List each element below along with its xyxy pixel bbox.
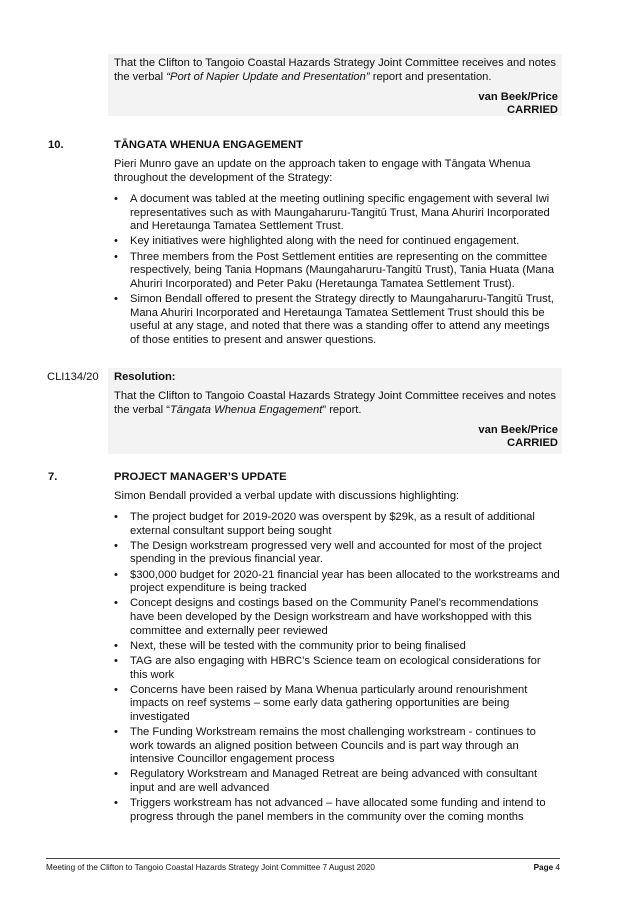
section-10-bullet-list [114,193,560,349]
bullet-icon: • [114,597,118,610]
bullet-icon: • [114,250,118,263]
bullet-icon: • [114,639,118,652]
section-10-number: 10. [48,139,64,151]
section-10-intro: Pieri Munro gave an update on the approach taken to engage with Tāngata Whenua throughout the development of the Strategy: [114,158,531,184]
resolution-code: CLI134/20 [47,371,99,383]
bullet-icon: • [114,511,118,523]
footer-meeting: Meeting of the Clifton to Tangoio Coastal Hazards Strategy Joint Committee 7 August 2020 [46,863,375,872]
bullet-icon: • [114,654,118,667]
bullet-icon: • [114,726,118,739]
footer-divider [46,858,560,859]
bullet-icon: • [114,292,118,305]
footer-page [534,863,560,872]
page-number: 4 [555,863,560,872]
section-7-intro: Simon Bendall provided a verbal update with discussions highlighting: [114,490,460,502]
section-7-title: PROJECT MANAGER’S UPDATE [114,471,287,483]
section-7-bullet-list [114,511,560,826]
bullet-icon: • [114,768,118,781]
resolution-label: Resolution: [114,371,176,383]
resolution-text: That the Clifton to Tangoio Coastal Hazards Strategy Joint Committee receives and notes the verbal “Tāngata Whenua Engagement” report. [114,390,556,416]
list-item: • Regulatory Workstream and Managed Retreat are being advanced with consultant input and are well advanced [114,768,538,795]
top-status: CARRIED [507,104,558,116]
list-item: • The Funding Workstream remains the most challenging workstream - continues to work towards an aligned position between Councils and is part way through an intensive Councillor engagement process [114,726,536,766]
bullet-icon: • [114,235,118,248]
page-label: Page [533,863,554,872]
list-item: • TAG are also engaging with HBRC’s Science team on ecological considerations for this work [114,654,541,681]
list-item: • Next, these will be tested with the community prior to being finalised [114,639,466,652]
list-item: • Concerns have been raised by Mana Whenua particularly around renourishment impacts on reef systems – some early data gathering opportunities are being investigated [114,683,528,723]
bullet-icon: • [114,568,118,581]
bullet-icon: • [114,539,118,552]
bullet-icon: • [114,193,118,205]
list-item: • The Design workstream progressed very well and accounted for most of the project spending in the previous financial year. [114,539,542,566]
list-item: • Key initiatives were highlighted along with the need for continued engagement. [114,235,520,248]
list-item: • Concept designs and costings based on the Community Panel’s recommendations have been developed by the Design workstream and have workshopped with this committee and externally peer reviewed [114,597,539,637]
list-item: • Simon Bendall offered to present the Strategy directly to Maungaharuru-Tangitū Trust, Mana Ahuriri Incorporated and Heretaunga Tamatea Settlement Trust should this be useful at any stage, and noted that there was a standing offer to attend any meetings of those entities to present and answer questions. [114,292,554,346]
bullet-icon: • [114,797,118,810]
list-item: • $300,000 budget for 2020-21 financial year has been allocated to the workstreams and project expenditure is being tracked [114,568,560,595]
resolution-mover: van Beek/Price [478,424,558,436]
top-resolution-text: That the Clifton to Tangoio Coastal Hazards Strategy Joint Committee receives and notes the verbal “Port of Napier Update and Presentation” report and presentation. [114,57,556,83]
list-item: • A document was tabled at the meeting outlining specific engagement with several Iwi representatives such as with Maungaharuru-Tangitū Trust, Mana Ahuriri Incorporated and Heretaunga Tamatea Settlement Trust. [114,193,550,233]
list-item: • The project budget for 2019-2020 was overspent by $29k, as a result of additional external consultant support being sought [114,511,535,537]
bullet-icon: • [114,683,118,696]
resolution-status: CARRIED [507,437,558,449]
top-mover: van Beek/Price [478,91,558,103]
list-item: • Three members from the Post Settlement entities are representing on the committee respectively, being Tania Hopmans (Maungaharuru-Tangitū Trust), Tania Huata (Mana Ahuriri Incorporated) and Peter Paku (Heretaunga Tamatea Settlement Trust). [114,250,555,290]
section-7-number: 7. [48,471,58,483]
section-10-title: TĀNGATA WHENUA ENGAGEMENT [114,139,303,151]
list-item: • Triggers workstream has not advanced – have allocated some funding and intend to progress through the panel members in the community over the coming months [114,797,546,823]
